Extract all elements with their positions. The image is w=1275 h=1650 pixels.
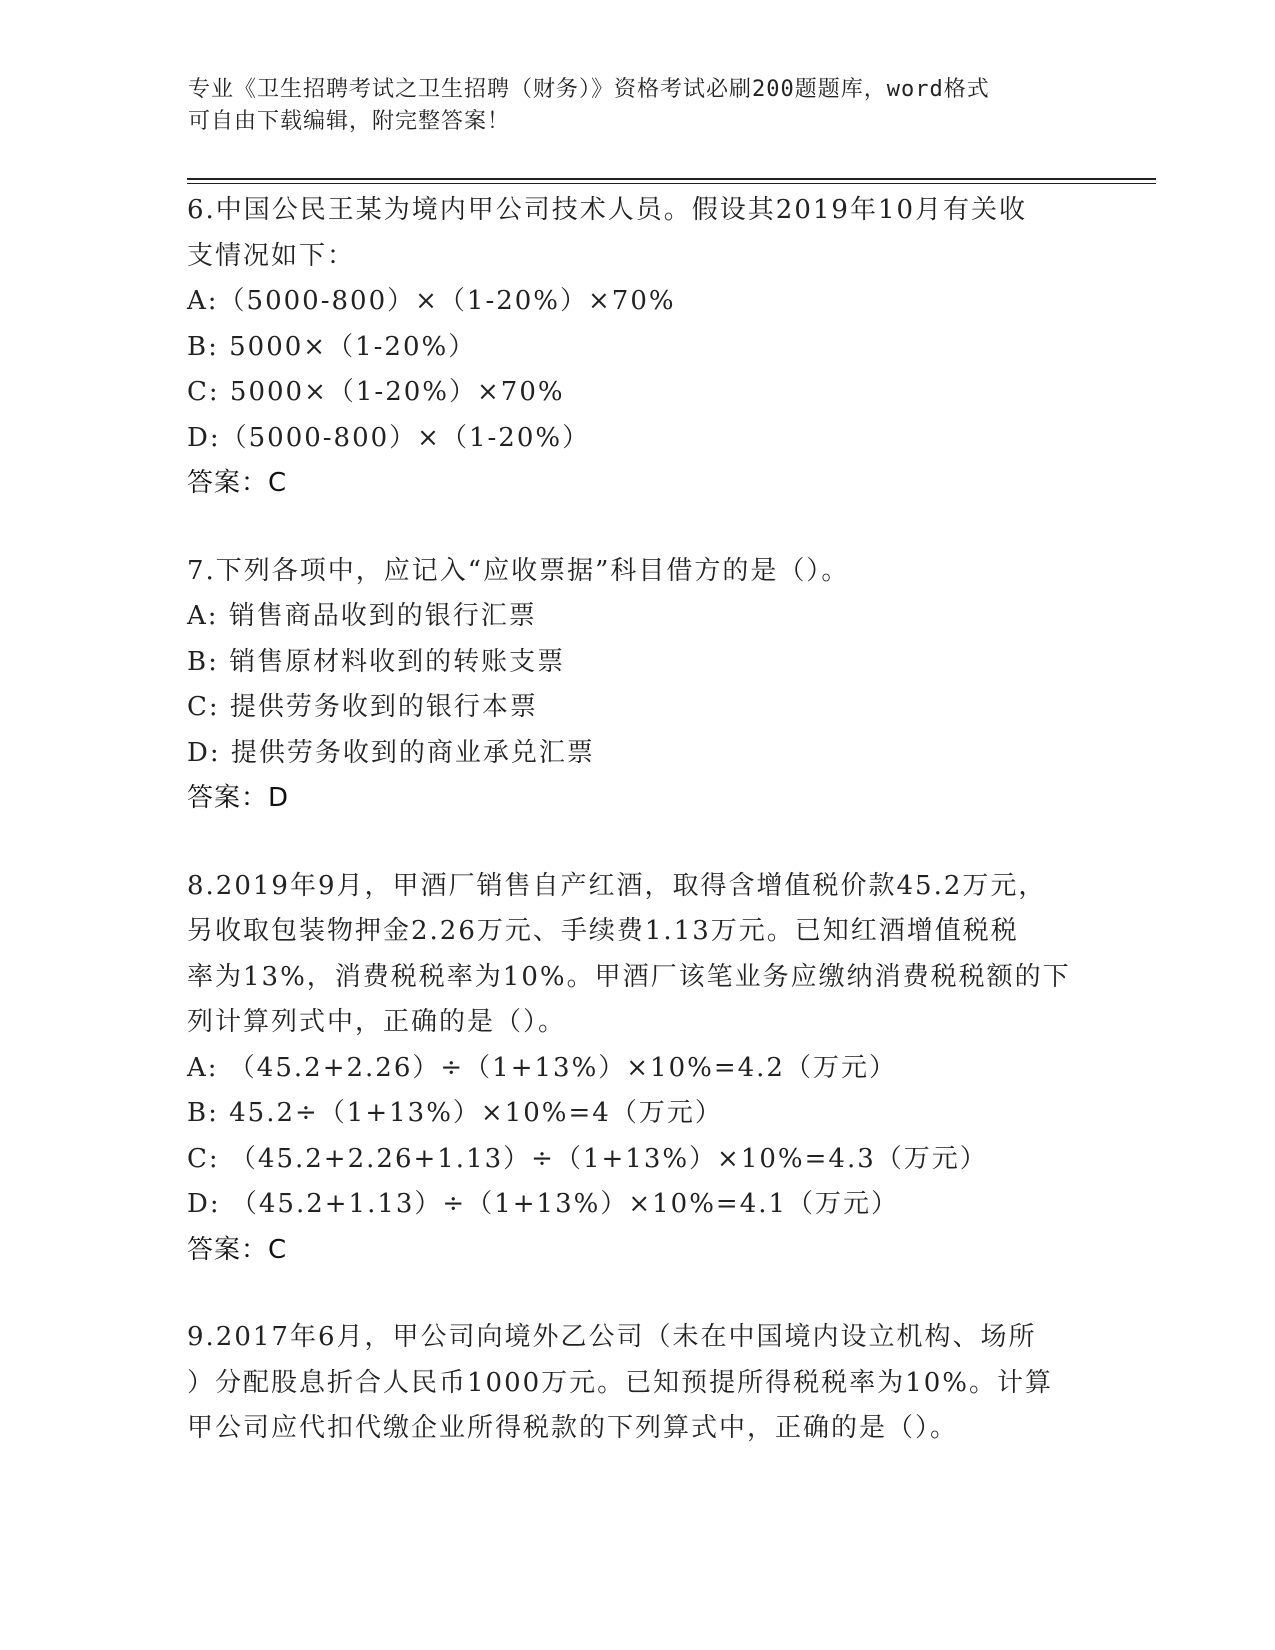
option-b: B: 5000×（1-20%）: [187, 331, 477, 362]
option-c: C: 提供劳务收到的银行本票: [187, 692, 538, 722]
option-d: D:（5000-800）×（1-20%）: [187, 422, 591, 453]
question-stem-line: 甲公司应代扣代缴企业所得税款的下列算式中，正确的是（）。: [187, 1413, 959, 1443]
option-a: A: 销售商品收到的银行汇票: [187, 601, 537, 631]
option-c: C: （45.2+2.26+1.13）÷（1+13%）×10%=4.3（万元）: [187, 1143, 988, 1174]
question-stem-line: ）分配股息折合人民币1000万元。已知预提所得税税率为10%。计算: [187, 1367, 1053, 1398]
question-stem-line: 率为13%，消费税税率为10%。甲酒厂该笔业务应缴纳消费税税额的下: [187, 961, 1071, 992]
header-line-1: 专业《卫生招聘考试之卫生招聘（财务）》资格考试必刷200题题库，word格式: [188, 77, 990, 102]
answer-line: 答案：C: [187, 468, 288, 498]
header-line-2: 可自由下载编辑，附完整答案！: [188, 109, 511, 134]
header-divider-thin: [187, 183, 1156, 184]
question-stem-line: 支情况如下：: [187, 240, 356, 271]
question-stem-line: 列计算列式中，正确的是（）。: [187, 1007, 567, 1037]
option-d: D: 提供劳务收到的商业承兑汇票: [187, 737, 595, 768]
document-header: [188, 74, 1088, 138]
option-a: A: （45.2+2.26）÷（1+13%）×10%=4.2（万元）: [187, 1052, 897, 1083]
option-b: B: 销售原材料收到的转账支票: [187, 646, 566, 677]
question-8: [187, 864, 1087, 1274]
question-6: [187, 188, 1087, 507]
question-stem-line: 9.2017年6月，甲公司向境外乙公司（未在中国境内设立机构、场所: [187, 1322, 1037, 1352]
question-7: [187, 549, 1087, 822]
option-b: B: 45.2÷（1+13%）×10%=4（万元）: [187, 1098, 723, 1128]
option-a: A:（5000-800）×（1-20%）×70%: [187, 286, 676, 316]
question-stem-line: 7.下列各项中，应记入“应收票据”科目借方的是（）。: [187, 555, 850, 586]
answer-line: 答案：C: [187, 1234, 288, 1265]
question-stem-line: 6.中国公民王某为境内甲公司技术人员。假设其2019年10月有关收: [187, 195, 1028, 225]
question-stem-line: 另收取包装物押金2.26万元、手续费1.13万元。已知红酒增值税税: [187, 916, 1019, 946]
header-divider-thick: [187, 178, 1156, 180]
answer-line: 答案：D: [187, 783, 290, 813]
option-c: C: 5000×（1-20%）×70%: [187, 377, 565, 407]
question-9: [187, 1315, 1087, 1452]
question-list: [187, 188, 1087, 1494]
option-d: D: （45.2+1.13）÷（1+13%）×10%=4.1（万元）: [187, 1189, 900, 1219]
question-stem-line: 8.2019年9月，甲酒厂销售自产红酒，取得含增值税价款45.2万元，: [187, 870, 1047, 901]
